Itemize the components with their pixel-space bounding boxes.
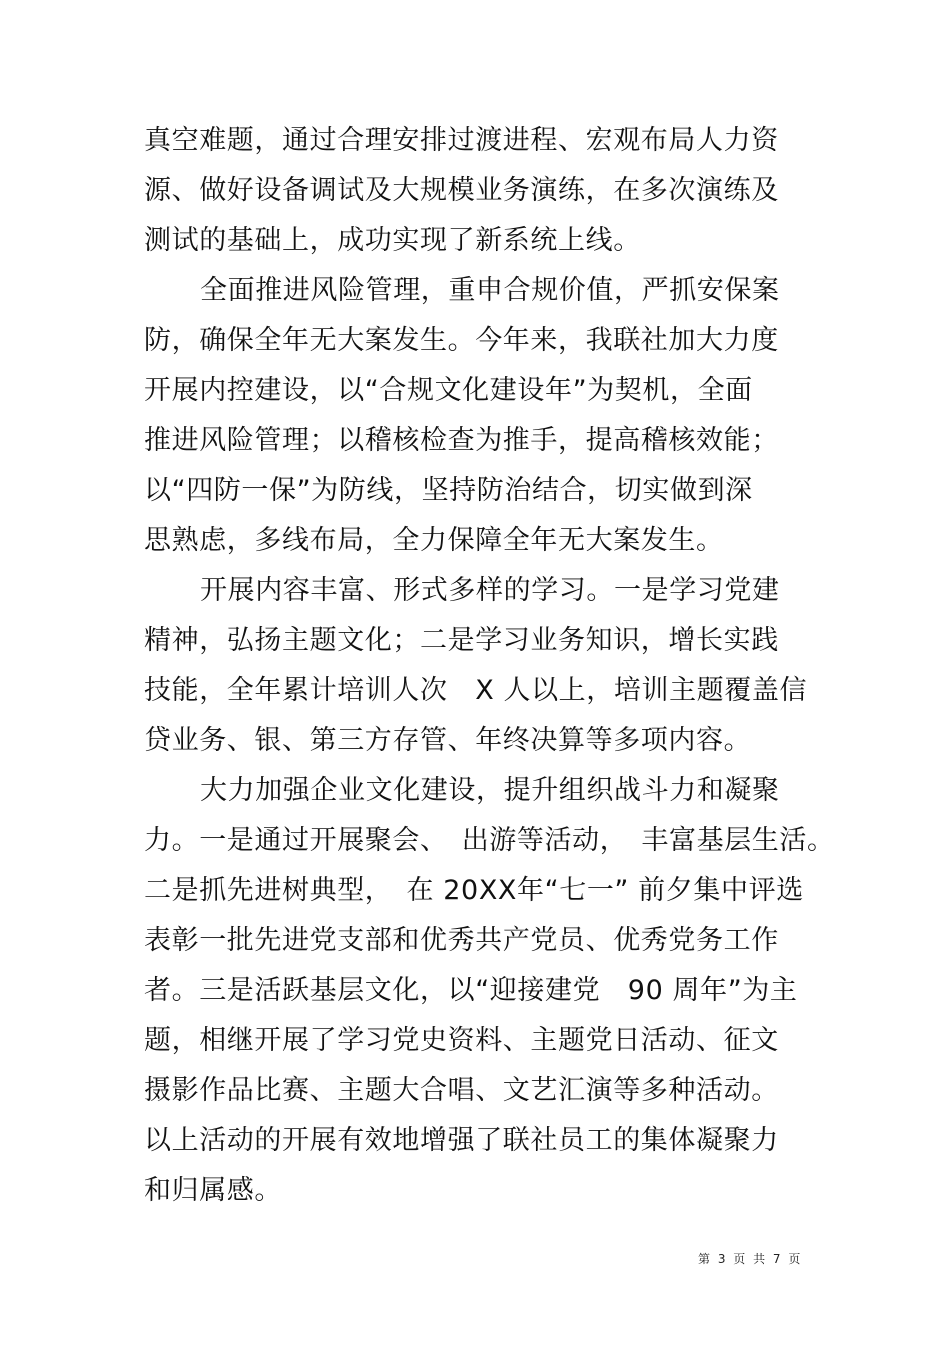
paragraph-4-line-4: 表彰一批先进党支部和优秀共产党员、优秀党务工作: [144, 925, 779, 956]
paragraph-2-line-6: 思熟虑，多线布局，全力保障全年无大案发生。: [144, 525, 724, 556]
paragraph-4-line-3: 二是抓先进树典型， 在 20XX年“七一” 前夕集中评选: [144, 875, 804, 906]
paragraph-4-line-6: 题，相继开展了学习党史资料、主题党日活动、征文: [144, 1025, 779, 1056]
paragraph-3-line-2: 精神，弘扬主题文化；二是学习业务知识，增长实践: [144, 625, 779, 656]
paragraph-3-line-3: 技能，全年累计培训人次 X 人以上，培训主题覆盖信: [144, 675, 808, 706]
paragraph-2-line-4: 推进风险管理；以稽核检查为推手，提高稽核效能；: [144, 425, 779, 456]
paragraph-2-line-3: 开展内控建设，以“合规文化建设年”为契机，全面: [144, 375, 753, 406]
paragraph-3-line-4: 贷业务、银、第三方存管、年终决算等多项内容。: [144, 725, 752, 756]
page-number-footer: 第 3 页 共 7 页: [698, 1252, 803, 1266]
paragraph-4-line-2: 力。一是通过开展聚会、 出游等活动， 丰富基层生活。: [144, 825, 835, 856]
paragraph-3-line-1: 开展内容丰富、形式多样的学习。一是学习党建: [200, 575, 780, 606]
paragraph-4-line-8: 以上活动的开展有效地增强了联社员工的集体凝聚力: [144, 1125, 779, 1156]
paragraph-1-line-2: 源、做好设备调试及大规模业务演练，在多次演练及: [144, 175, 779, 206]
paragraph-2-line-1: 全面推进风险管理，重申合规价值，严抓安保案: [200, 275, 780, 306]
paragraph-2-line-5: 以“四防一保”为防线，坚持防治结合，切实做到深: [144, 475, 753, 506]
paragraph-4-line-7: 摄影作品比赛、主题大合唱、文艺汇演等多种活动。: [144, 1075, 779, 1106]
paragraph-4-line-5: 者。三是活跃基层文化，以“迎接建党 90 周年”为主: [144, 975, 798, 1006]
paragraph-4-line-9: 和归属感。: [144, 1175, 282, 1206]
paragraph-1-line-1: 真空难题，通过合理安排过渡进程、宏观布局人力资: [144, 125, 779, 156]
paragraph-4-line-1: 大力加强企业文化建设，提升组织战斗力和凝聚: [200, 775, 780, 806]
paragraph-1-line-3: 测试的基础上，成功实现了新系统上线。: [144, 225, 641, 256]
paragraph-2-line-2: 防，确保全年无大案发生。今年来，我联社加大力度: [144, 325, 779, 356]
